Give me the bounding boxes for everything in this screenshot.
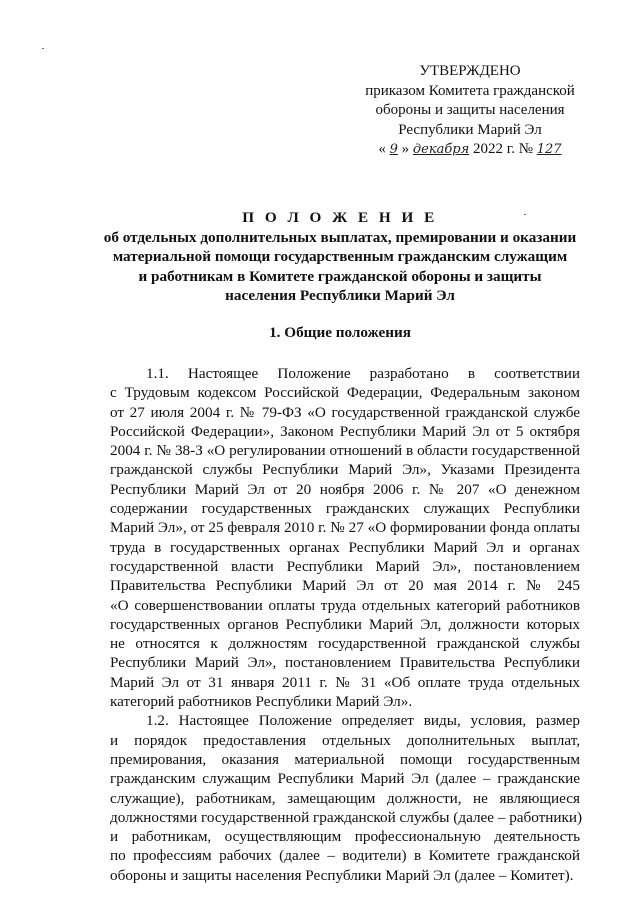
text-line: от 27 июля 2004 г. № 79-ФЗ «О государственной гражданской службе bbox=[110, 403, 580, 421]
text-line: «О совершенствовании оплаты труда отдельных категорий работников bbox=[110, 596, 580, 614]
text-line: Марий Эл от 31 января 2011 г. № 31 «Об оплате труда отдельных bbox=[110, 673, 580, 691]
text-line: не относятся к должностям государственной гражданской службы bbox=[110, 635, 580, 653]
text-line: Республики Марий Эл от 20 ноября 2006 г. № 207 «О денежном bbox=[110, 480, 580, 498]
text-line: обороны и защиты населения Республики Марий Эл (далее – Комитет). bbox=[110, 866, 574, 884]
paragraph-1-2 bbox=[110, 711, 583, 885]
text-line: государственных органов Республики Марий Эл, должности которых bbox=[110, 615, 580, 633]
date-close-quote: » bbox=[401, 141, 410, 157]
text-line: Марий Эл», от 25 февраля 2010 г. № 27 «О формировании фонда оплаты bbox=[110, 519, 580, 537]
text-line: 2004 г. № 38-З «О регулировании отношений в области государственной bbox=[110, 442, 580, 460]
approval-date bbox=[345, 140, 595, 160]
approval-line-2: обороны и защиты населения bbox=[375, 102, 565, 118]
text-line: служащие), работникам, замещающим должности, не являющиеся bbox=[110, 789, 580, 807]
text-line: по профессиям рабочих (далее – водители) в Комитете гражданской bbox=[110, 847, 580, 865]
text-line: Республики Марий Эл», постановлением Правительства Республики bbox=[110, 654, 580, 672]
text-line: Правительства Республики Марий Эл от 20 мая 2014 г. № 245 bbox=[110, 577, 580, 595]
text-line: содержании государственных гражданских служащих Республики bbox=[110, 500, 580, 518]
section-heading: 1. Общие положения bbox=[269, 324, 411, 341]
text-line: гражданским служащим Республики Марий Эл (далее – гражданские bbox=[110, 770, 580, 788]
scan-speck bbox=[42, 48, 44, 49]
title-subtitle-line: населения Республики Марий Эл bbox=[225, 287, 455, 304]
text-line: категорий работников Республики Марий Эл». bbox=[110, 693, 413, 711]
title-subtitle-line: об отдельных дополнительных выплатах, премировании и оказании bbox=[103, 228, 577, 246]
date-year-text: 2022 г. № bbox=[472, 141, 534, 157]
text-line: государственной власти Республики Марий Эл», постановлением bbox=[110, 557, 580, 575]
text-line: и порядок предоставления отдельных дополнительных выплат, bbox=[110, 731, 580, 749]
approval-line-3: Республики Марий Эл bbox=[398, 121, 542, 138]
approval-status: УТВЕРЖДЕНО bbox=[419, 63, 521, 79]
text-line: Российской Федерации», Законом Республики Марий Эл от 5 октября bbox=[110, 422, 580, 440]
title-subtitle-line: материальной помощи государственным гражданским служащим bbox=[112, 248, 568, 265]
scan-speck bbox=[524, 214, 526, 215]
document-title bbox=[80, 208, 600, 306]
text-line: гражданской службы Республики Марий Эл», Указами Президента bbox=[110, 461, 580, 479]
approval-stamp bbox=[345, 62, 595, 160]
text-line: и работникам, осуществляющим профессиональную деятельность bbox=[110, 828, 580, 846]
text-line: с Трудовым кодексом Российской Федерации, Федеральным законом bbox=[110, 384, 580, 402]
text-line: премирования, оказания материальной помощи государственным bbox=[110, 750, 580, 768]
paragraph-1-1 bbox=[110, 364, 580, 711]
handwritten-month: декабря bbox=[412, 142, 470, 157]
text-line: труда в государственных органах Республики Марий Эл и органах bbox=[110, 538, 580, 556]
title-subtitle-line: и работникам в Комитете гражданской обороны и защиты bbox=[138, 267, 542, 285]
body-text bbox=[110, 364, 583, 885]
text-line: 1.1. Настоящее Положение разработано в соответствии bbox=[146, 365, 580, 382]
handwritten-day: 9 bbox=[389, 142, 398, 157]
handwritten-number: 127 bbox=[536, 142, 562, 157]
text-line: должностями государственной гражданской службы (далее – работники) bbox=[110, 808, 583, 826]
approval-line-1: приказом Комитета гражданской bbox=[365, 82, 575, 99]
text-line: 1.2. Настоящее Положение определяет виды, условия, размер bbox=[146, 712, 580, 730]
date-open-quote: « bbox=[378, 141, 386, 157]
title-word: П О Л О Ж Е Н И Е bbox=[242, 209, 438, 226]
